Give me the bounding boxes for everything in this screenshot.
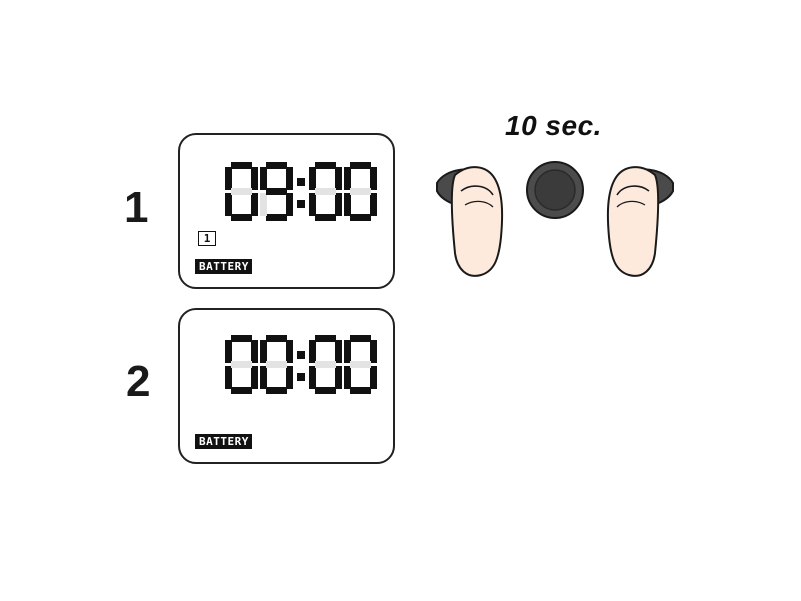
segment-e bbox=[309, 193, 316, 216]
segment-d bbox=[231, 214, 252, 221]
segment-c bbox=[370, 193, 377, 216]
lcd-digit-2 bbox=[260, 335, 293, 395]
segment-d bbox=[231, 387, 252, 394]
segment-e bbox=[309, 366, 316, 389]
segment-c bbox=[335, 193, 342, 216]
segment-g bbox=[266, 188, 287, 195]
segment-b bbox=[286, 340, 293, 363]
segment-b bbox=[335, 340, 342, 363]
segment-b bbox=[251, 340, 258, 363]
battery-badge-step-2: BATTERY bbox=[195, 434, 252, 449]
colon-dot-top bbox=[297, 351, 305, 359]
segment-e bbox=[260, 193, 267, 216]
segment-b bbox=[286, 167, 293, 190]
segment-a bbox=[350, 335, 371, 342]
left-index-finger bbox=[452, 167, 502, 276]
segment-f bbox=[260, 167, 267, 190]
segment-g bbox=[350, 361, 371, 368]
segment-g bbox=[315, 188, 336, 195]
segment-g bbox=[266, 361, 287, 368]
segment-b bbox=[251, 167, 258, 190]
segment-g bbox=[315, 361, 336, 368]
hands-pressing-buttons-illustration bbox=[425, 145, 685, 280]
duration-label: 10 sec. bbox=[505, 110, 602, 141]
segment-c bbox=[335, 366, 342, 389]
segment-e bbox=[225, 366, 232, 389]
lcd-digit-1 bbox=[225, 162, 258, 222]
segment-g bbox=[231, 361, 252, 368]
lcd-digit-3 bbox=[309, 162, 342, 222]
segment-f bbox=[225, 167, 232, 190]
segment-a bbox=[231, 335, 252, 342]
segment-a bbox=[266, 335, 287, 342]
segment-f bbox=[260, 340, 267, 363]
device-panel-step-2 bbox=[178, 308, 395, 464]
lcd-digit-4 bbox=[344, 162, 377, 222]
segment-a bbox=[231, 162, 252, 169]
step-number-2: 2 bbox=[126, 357, 151, 406]
right-index-finger bbox=[608, 167, 658, 276]
segment-e bbox=[225, 193, 232, 216]
segment-a bbox=[266, 162, 287, 169]
step-number-1: 1 bbox=[124, 183, 149, 232]
segment-c bbox=[370, 366, 377, 389]
colon-dot-top bbox=[297, 178, 305, 186]
lcd-colon bbox=[294, 335, 308, 395]
segment-f bbox=[344, 340, 351, 363]
segment-c bbox=[251, 193, 258, 216]
segment-d bbox=[350, 214, 371, 221]
segment-d bbox=[266, 387, 287, 394]
colon-dot-bottom bbox=[297, 373, 305, 381]
segment-d bbox=[266, 214, 287, 221]
segment-e bbox=[344, 193, 351, 216]
channel-indicator-box: 1 bbox=[198, 231, 216, 246]
segment-g bbox=[231, 188, 252, 195]
segment-a bbox=[350, 162, 371, 169]
lcd-digit-3 bbox=[309, 335, 342, 395]
segment-e bbox=[344, 366, 351, 389]
segment-a bbox=[315, 162, 336, 169]
lcd-colon bbox=[294, 162, 308, 222]
segment-f bbox=[344, 167, 351, 190]
segment-d bbox=[315, 214, 336, 221]
segment-f bbox=[309, 167, 316, 190]
lcd-digit-2 bbox=[260, 162, 293, 222]
segment-f bbox=[225, 340, 232, 363]
lcd-display-step-1 bbox=[200, 159, 378, 225]
segment-f bbox=[309, 340, 316, 363]
segment-g bbox=[350, 188, 371, 195]
segment-d bbox=[350, 387, 371, 394]
segment-e bbox=[260, 366, 267, 389]
segment-b bbox=[370, 340, 377, 363]
lcd-display-step-2 bbox=[200, 332, 378, 398]
segment-d bbox=[315, 387, 336, 394]
colon-dot-bottom bbox=[297, 200, 305, 208]
segment-c bbox=[286, 193, 293, 216]
segment-a bbox=[315, 335, 336, 342]
device-panel-step-1 bbox=[178, 133, 395, 289]
battery-badge-step-1: BATTERY bbox=[195, 259, 252, 274]
segment-c bbox=[251, 366, 258, 389]
segment-b bbox=[370, 167, 377, 190]
segment-c bbox=[286, 366, 293, 389]
center-knob[interactable] bbox=[527, 162, 583, 218]
segment-b bbox=[335, 167, 342, 190]
lcd-digit-4 bbox=[344, 335, 377, 395]
lcd-digit-1 bbox=[225, 335, 258, 395]
